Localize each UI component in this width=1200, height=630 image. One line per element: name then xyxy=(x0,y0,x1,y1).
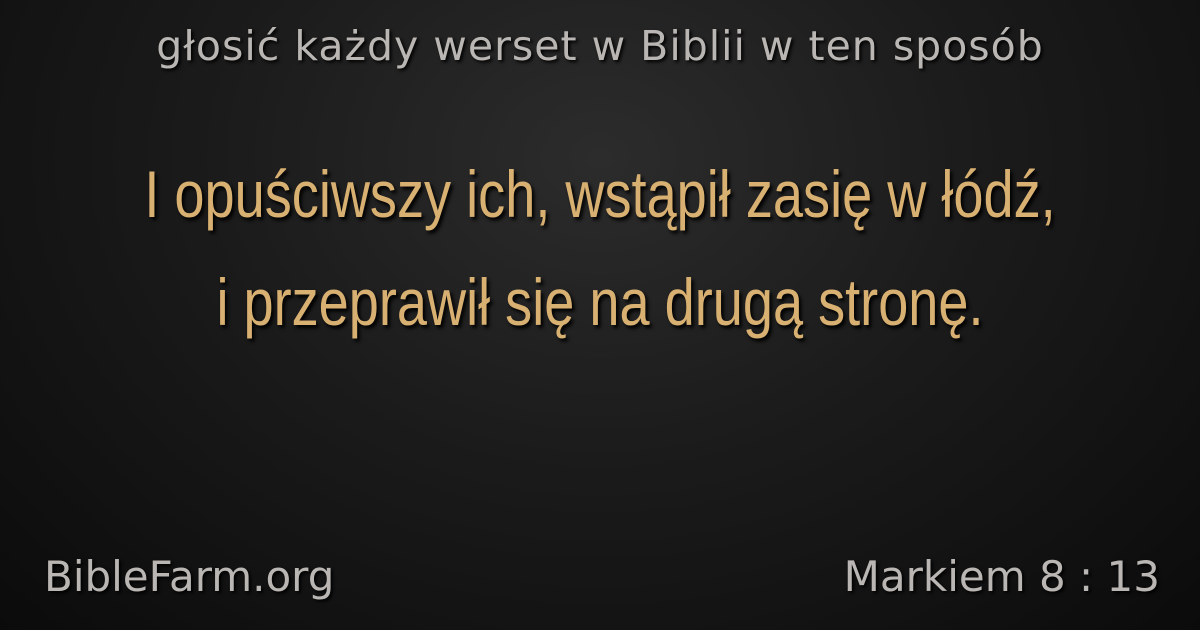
tagline: głosić każdy werset w Biblii w ten sposób xyxy=(156,22,1044,70)
verse-text: I opuściwszy ich, wstąpił zasię w łódź, i przeprawił się na drugą stronę. xyxy=(144,157,1056,339)
verse-reference: Markiem 8 : 13 xyxy=(843,552,1160,601)
site-name: BibleFarm.org xyxy=(44,552,335,601)
